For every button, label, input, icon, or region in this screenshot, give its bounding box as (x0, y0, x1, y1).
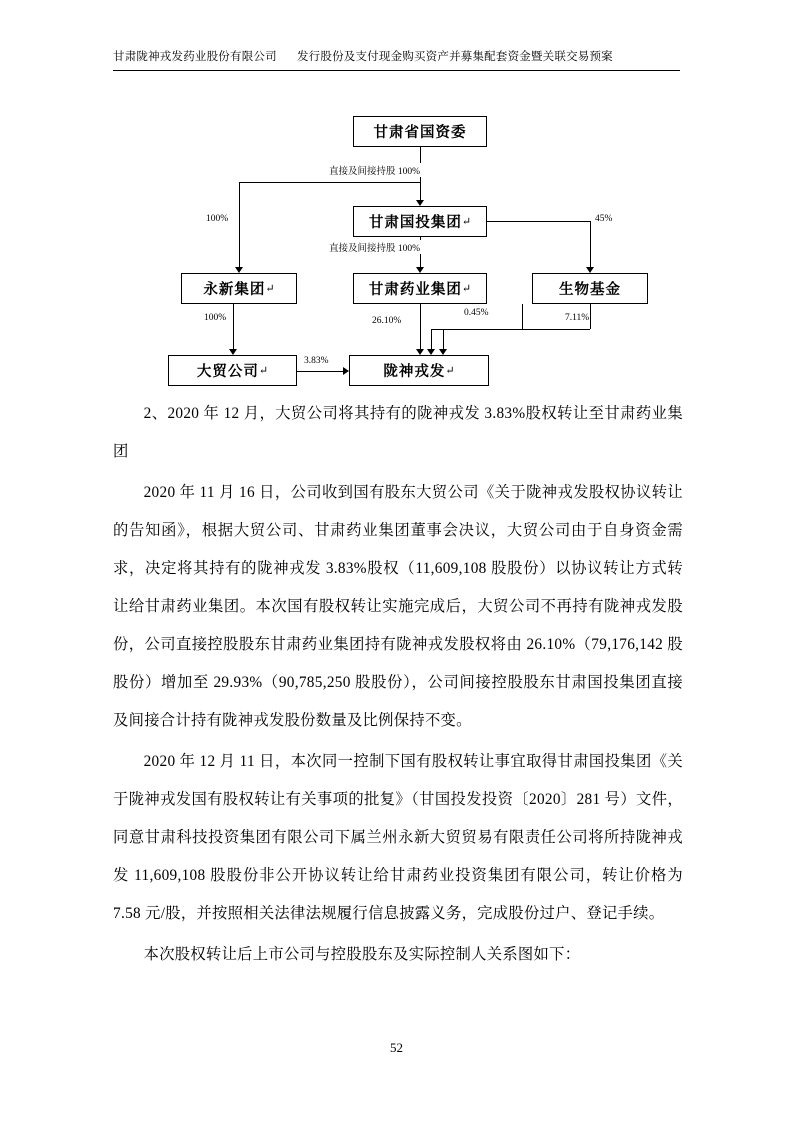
arrow-guotou-yongxin (235, 267, 243, 273)
node-yongxin (181, 273, 297, 304)
header-company: 甘肃陇神戎发药业股份有限公司 (113, 51, 277, 63)
label-damao-longshen: 3.83% (304, 356, 329, 366)
node-guotou-mark: ↵ (461, 216, 472, 228)
arrow-guotou-yaoye (416, 267, 424, 273)
arrow-guotou-biofund (586, 267, 594, 273)
label-guotou-longshen: 0.45% (464, 308, 489, 318)
line-biofund-longshen-h (443, 329, 590, 330)
label-guotou-biofund: 45% (595, 214, 613, 224)
line-guotou-bus (239, 182, 420, 183)
arrow-guotou-longshen (427, 349, 435, 355)
paragraph-4: 本次股权转让后上市公司与控股股东及实际控制人关系图如下： (143, 946, 581, 963)
line-damao-longshen (297, 371, 343, 372)
node-yaoye-label: 甘肃药业集团 (368, 282, 462, 298)
header-text (113, 48, 680, 64)
label-sasac-guotou: 直接及间接持股 100% (328, 163, 421, 177)
line-biofund-longshen-v2 (443, 329, 444, 349)
label-guotou-yongxin: 100% (206, 214, 229, 224)
line-yongxin-damao (233, 304, 234, 349)
line-guotou-bus-right (487, 221, 590, 222)
node-sasac-label: 甘肃省国资委 (373, 125, 467, 141)
node-damao-mark: ↵ (258, 365, 269, 377)
node-yaoye (353, 273, 487, 304)
node-yongxin-mark: ↵ (265, 283, 275, 295)
arrow-yongxin-damao (229, 349, 237, 355)
line-guotou-longshen-v2 (431, 329, 432, 349)
node-longshen-label: 陇神戎发 (383, 364, 446, 380)
node-sasac (353, 116, 487, 147)
page-number: 52 (390, 1040, 403, 1055)
node-damao-label: 大贸公司 (196, 364, 259, 380)
node-yaoye-mark: ↵ (461, 283, 472, 295)
label-biofund-longshen: 7.11% (565, 313, 590, 323)
node-biofund (532, 273, 648, 304)
node-longshen-mark: ↵ (445, 365, 455, 377)
node-longshen (349, 355, 489, 386)
line-guotou-longshen-v (522, 304, 523, 329)
line-guotou-bus-right-v (590, 221, 591, 267)
ownership-structure-diagram (113, 100, 680, 385)
page-header (113, 48, 680, 71)
line-guotou-bus-left (239, 182, 240, 267)
arrow-biofund-longshen (439, 349, 447, 355)
label-yongxin-damao: 100% (204, 313, 227, 323)
node-damao (168, 355, 297, 386)
node-guotou-label: 甘肃国投集团 (368, 215, 462, 231)
line-yaoye-longshen (420, 304, 421, 349)
node-yongxin-label: 永新集团 (203, 282, 266, 298)
body-text (113, 395, 683, 977)
label-yaoye-longshen: 26.10% (372, 316, 402, 326)
paragraph-2: 2020 年 11 月 16 日，公司收到国有股东大贸公司《关于陇神戎发股权协议转让的告知函》，根据大贸公司、甘肃药业集团董事会决议，大贸公司由于自身资金需求，决定将其持有的陇神戎发 3.83%股权（11,609,108 股股份）以协议转让方式转让给甘肃药业集团。本次国有股权转让实施完成后，大贸公司不再持有陇神戎发股份，公司直接控股股东甘肃药业集团持有陇神戎发股权将由 26.10%（79,176,142 股股份）增加至 29.93%（90,785,250 股股份），公司间接控股股东甘肃国投集团直接及间接合计持有陇神戎发股份数量及比例保持不变。 (113, 484, 683, 729)
node-biofund-label: 生物基金 (559, 282, 621, 298)
arrow-damao-longshen (343, 367, 349, 375)
label-guotou-yaoye: 直接及间接持股 100% (328, 240, 421, 254)
arrow-yaoye-longshen (416, 349, 424, 355)
paragraph-1: 2、2020 年 12 月，大贸公司将其持有的陇神戎发 3.83%股权转让至甘肃药业集团 (113, 405, 683, 460)
node-guotou (353, 206, 487, 237)
header-doc-title: 发行股份及支付现金购买资产并募集配套资金暨关联交易预案 (296, 51, 613, 63)
arrow-sasac-guotou (416, 200, 424, 206)
paragraph-3: 2020 年 12 月 11 日，本次同一控制下国有股权转让事宜取得甘肃国投集团《关于陇神戎发国有股权转让有关事项的批复》（甘国投发投资〔2020〕281 号）文件，同意甘肃科技投资集团有限公司下属兰州永新大贸贸易有限责任公司将所持陇神戎发 11,609,108 股股份非公开协议转让给甘肃药业投资集团有限公司，转让价格为 7.58 元/股，并按照相关法律法规履行信息披露义务，完成股份过户、登记手续。 (113, 753, 683, 922)
